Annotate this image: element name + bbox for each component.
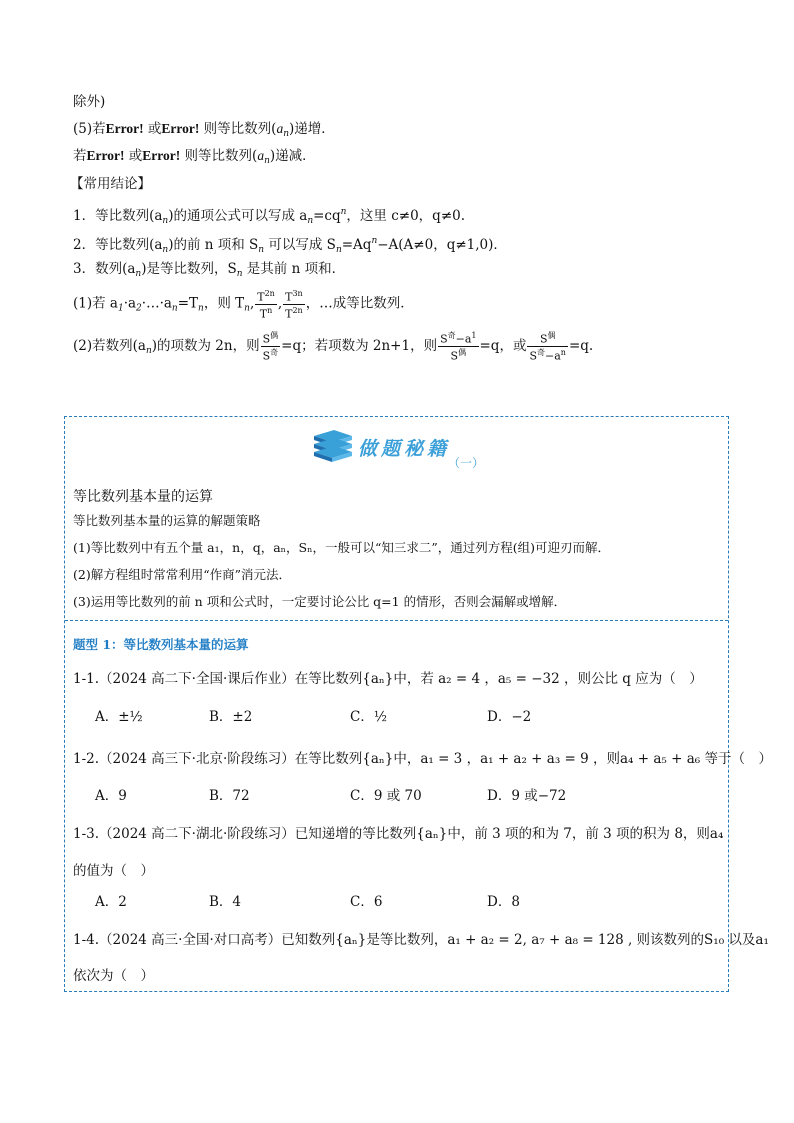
question-1-2-option-d[interactable]: D．9 或−72 [487,788,567,804]
banner [312,428,492,472]
conclusion-3-part-2: (2)若数列$(a_n)$的项数为 2n，则 $\frac{S^偶}{S^奇}$ =q；若项数为 2n+1，则 $\frac{S^奇-a^1}{S^偶}$ =q，或 $\frac{S^偶}{S^奇-a^n}$ =q. [73,331,594,363]
condition-decreasing: 若Error! 或Error! 则等比数列$(a_n)$递减． [73,148,316,166]
question-1-2-option-c[interactable]: C．9 或 70 [350,788,422,804]
question-1-3-stem-cont: 的值为（ ） [73,863,154,879]
question-1-2-option-a[interactable]: A．9 [95,788,127,804]
question-1-1-option-c[interactable]: C．½ [350,709,387,725]
conclusion-2: 2．等比数列$(a_n)$的前 n 项和 $S_n$ 可以写成 $S_n=Aq^n-A(A\ne 0$，q≠1,0)． [73,236,507,255]
question-1-1-option-b[interactable]: B．±2 [209,709,253,725]
condition-increasing: (5)若Error! 或Error! 则等比数列$(a_n)$递增． [73,121,335,139]
question-1-3-option-b[interactable]: B．4 [209,894,242,910]
question-type-title: 题型 1：等比数列基本量的运算 [73,637,249,652]
question-1-3-stem: 1-3.（2024 高二下·湖北·阶段练习）已知递增的等比数列{aₙ}中，前 3 项的和为 7，前 3 项的积为 8，则a₄ [73,826,724,842]
conclusion-3-part-1: (1)若 $a_1\cdot a_2\cdot\dots\cdot a_n=T_n$，则 $T_n$, $\frac{T^{2n}}{T^n}$ , $\frac{T^{3n}}{T^{2n}}$ ，…成等比数列． [73,289,414,321]
strategy-3: (3)运用等比数列的前 n 项和公式时，一定要讨论公比 q=1 的情形，否则会漏解或增解． [73,594,567,609]
banner-title: 做题秘籍 [358,438,451,460]
common-conclusions-heading: 【常用结论】 [70,176,151,192]
question-1-4-stem: 1-4.（2024 高三·全国·对口高考）已知数列{aₙ}是等比数列，a₁ + a₂ = 2, a₇ + a₈ = 128 , 则该数列的S₁₀ 以及a₁ [73,932,769,948]
question-1-1-option-a[interactable]: A．±½ [95,709,143,725]
strategy-1: (1)等比数列中有五个量 a₁，n，q，aₙ，Sₙ，一般可以“知三求二”，通过列方程(组)可迎刃而解． [73,540,611,555]
question-1-3-option-a[interactable]: A．2 [95,894,127,910]
section-divider [65,620,728,621]
line-prev-end: 除外) [73,94,106,110]
question-1-1-stem: 1-1.（2024 高二下·全国·课后作业）在等比数列{aₙ}中，若 a₂ = 4 ，a₅ = −32 ，则公比 q 应为（ ） [73,671,703,687]
strategy-title: 等比数列基本量的运算的解题策略 [73,513,261,528]
strategy-2: (2)解方程组时常常利用“作商”消元法． [73,567,291,582]
question-1-3-option-c[interactable]: C．6 [350,894,383,910]
question-1-3-option-d[interactable]: D．8 [487,894,520,910]
conclusion-1: 1．等比数列$(a_n)$的通项公式可以写成 $a_n=cq^n$，这里 c≠0，q≠0. [73,207,466,226]
question-1-2-stem: 1-2.（2024 高三下·北京·阶段练习）在等比数列{aₙ}中，a₁ = 3 ，a₁ + a₂ + a₃ = 9 ，则a₄ + a₅ + a₆ 等于（ ） [73,751,772,767]
conclusion-3: 3．数列$(a_n)$是等比数列，$S_n$ 是其前 n 项和． [73,261,346,279]
question-1-4-stem-cont: 依次为（ ） [73,968,154,984]
question-1-1-option-d[interactable]: D．−2 [487,709,532,725]
banner-subtitle: （一） [448,456,485,470]
book-stack-icon [312,428,354,468]
question-1-2-option-b[interactable]: B．72 [209,788,250,804]
section-title: 等比数列基本量的运算 [73,489,213,505]
